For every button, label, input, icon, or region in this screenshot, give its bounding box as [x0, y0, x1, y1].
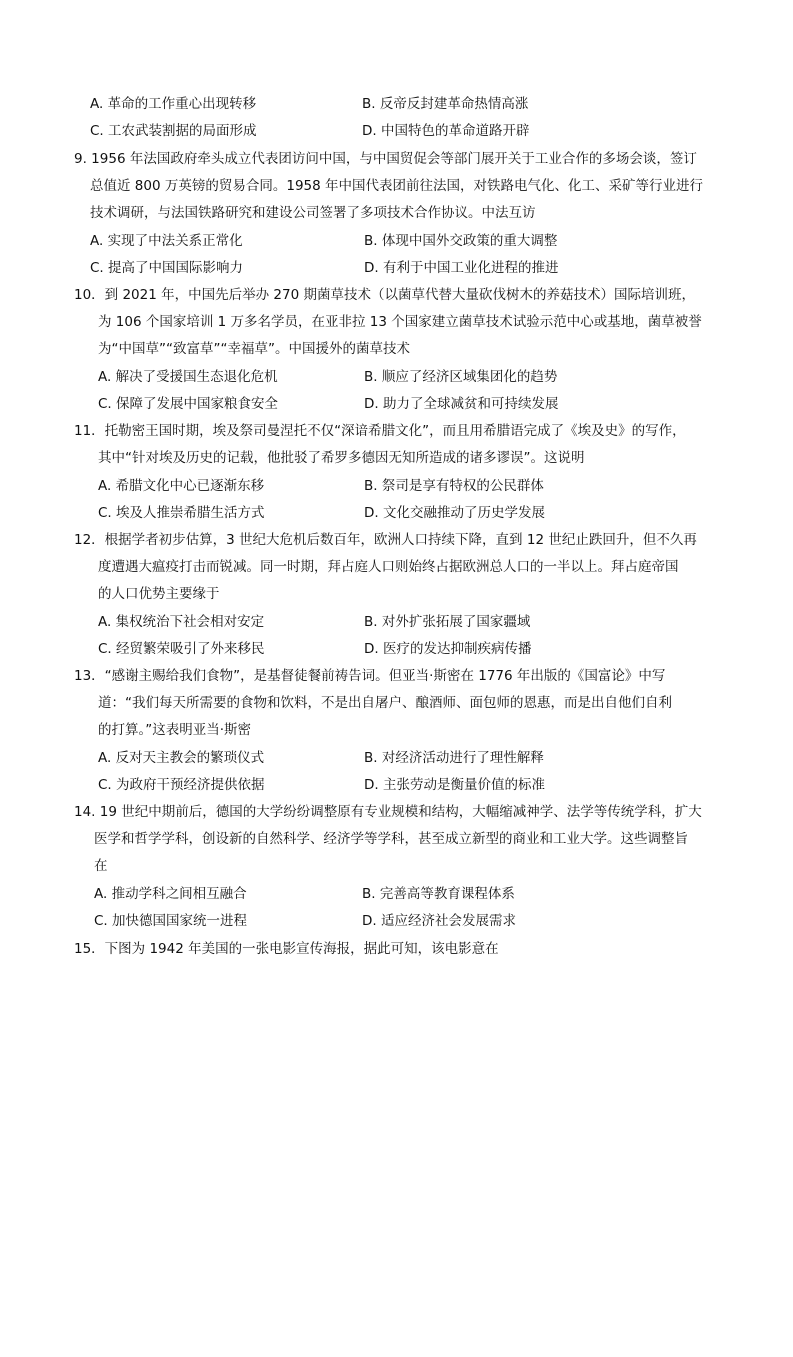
- q12-option-d: D. 医疗的发达抑制疾病传播: [364, 641, 532, 657]
- q13-stem-line-3: 的打算。”这表明亚当·斯密: [98, 722, 252, 738]
- q12-stem-line-2: 度遭遇大瘟疫打击而锐减。同一时期，拜占庭人口则始终占据欧洲总人口的一半以上。拜占庭帝国: [98, 559, 679, 575]
- q8-option-b: B. 反帝反封建革命热情高涨: [362, 96, 529, 112]
- q9-stem-line-2: 总值近 800 万英镑的贸易合同。1958 年中国代表团前往法国，对铁路电气化、化工、采矿等行业进行: [90, 178, 703, 194]
- q11-option-c: C. 埃及人推崇希腊生活方式: [98, 505, 265, 521]
- q13-option-d: D. 主张劳动是衡量价值的标准: [364, 777, 545, 793]
- q10-stem-line-2: 为 106 个国家培训 1 万多名学员，在亚非拉 13 个国家建立菌草技术试验示范中心或基地，菌草被誉: [98, 314, 702, 330]
- q10-stem-line-1: 10．到 2021 年，中国先后举办 270 期菌草技术（以菌草代替大量砍伐树木的养菇技术）国际培训班，: [74, 287, 695, 303]
- q9-option-b: B. 体现中国外交政策的重大调整: [364, 233, 558, 249]
- q12-stem-line-3: 的人口优势主要缘于: [98, 586, 220, 602]
- q9-stem-line-3: 技术调研，与法国铁路研究和建设公司签署了多项技术合作协议。中法互访: [90, 205, 536, 221]
- q14-option-c: C. 加快德国国家统一进程: [94, 913, 248, 929]
- q9-option-d: D. 有利于中国工业化进程的推进: [364, 260, 559, 276]
- q14-stem-line-1: 14. 19 世纪中期前后，德国的大学纷纷调整原有专业规模和结构，大幅缩减神学、法学等传统学科，扩大: [74, 804, 702, 820]
- q11-option-b: B. 祭司是享有特权的公民群体: [364, 478, 544, 494]
- q10-option-d: D. 助力了全球减贫和可持续发展: [364, 396, 559, 412]
- q12-option-c: C. 经贸繁荣吸引了外来移民: [98, 641, 265, 657]
- q8-option-a: A. 革命的工作重心出现转移: [90, 96, 257, 112]
- q8-option-c: C. 工农武装割据的局面形成: [90, 123, 257, 139]
- q9-stem-line-1: 9. 1956 年法国政府牵头成立代表团访问中国，与中国贸促会等部门展开关于工业合作的多场会谈，签订: [74, 151, 697, 167]
- q12-stem-line-1: 12．根据学者初步估算，3 世纪大危机后数百年，欧洲人口持续下降，直到 12 世纪止跌回升，但不久再: [74, 532, 697, 548]
- q9-option-a: A. 实现了中法关系正常化: [90, 233, 243, 249]
- q13-option-b: B. 对经济活动进行了理性解释: [364, 750, 544, 766]
- q10-option-c: C. 保障了发展中国家粮食安全: [98, 396, 279, 412]
- q8-option-d: D. 中国特色的革命道路开辟: [362, 123, 530, 139]
- q9-option-c: C. 提高了中国国际影响力: [90, 260, 244, 276]
- q13-stem-line-2: 道：“我们每天所需要的食物和饮料，不是出自屠户、酿酒师、面包师的恩惠，而是出自他们自利: [98, 695, 672, 711]
- q12-option-a: A. 集权统治下社会相对安定: [98, 614, 265, 630]
- q15-stem-line-1: 15．下图为 1942 年美国的一张电影宣传海报，据此可知，该电影意在: [74, 941, 499, 957]
- q10-option-a: A. 解决了受援国生态退化危机: [98, 369, 278, 385]
- q14-stem-line-2: 医学和哲学学科，创设新的自然科学、经济学等学科，甚至成立新型的商业和工业大学。这些调整旨: [94, 831, 688, 847]
- q11-option-a: A. 希腊文化中心已逐渐东移: [98, 478, 265, 494]
- q11-stem-line-1: 11．托勒密王国时期，埃及祭司曼涅托不仅“深谙希腊文化”，而且用希腊语完成了《埃及史》的写作，: [74, 423, 686, 439]
- q14-option-b: B. 完善高等教育课程体系: [362, 886, 515, 902]
- q11-stem-line-2: 其中“针对埃及历史的记载，他批驳了希罗多德因无知所造成的诸多谬误”。这说明: [98, 450, 585, 466]
- q14-option-d: D. 适应经济社会发展需求: [362, 913, 516, 929]
- q14-option-a: A. 推动学科之间相互融合: [94, 886, 247, 902]
- q13-option-c: C. 为政府干预经济提供依据: [98, 777, 265, 793]
- q12-option-b: B. 对外扩张拓展了国家疆域: [364, 614, 531, 630]
- q10-option-b: B. 顺应了经济区域集团化的趋势: [364, 369, 558, 385]
- q14-stem-line-3: 在: [94, 858, 108, 874]
- q13-stem-line-1: 13．“感谢主赐给我们食物”，是基督徒餐前祷告词。但亚当·斯密在 1776 年出版的《国富论》中写: [74, 668, 666, 684]
- q10-stem-line-3: 为“中国草”“致富草”“幸福草”。中国援外的菌草技术: [98, 341, 410, 357]
- q13-option-a: A. 反对天主教会的繁琐仪式: [98, 750, 265, 766]
- q11-option-d: D. 文化交融推动了历史学发展: [364, 505, 545, 521]
